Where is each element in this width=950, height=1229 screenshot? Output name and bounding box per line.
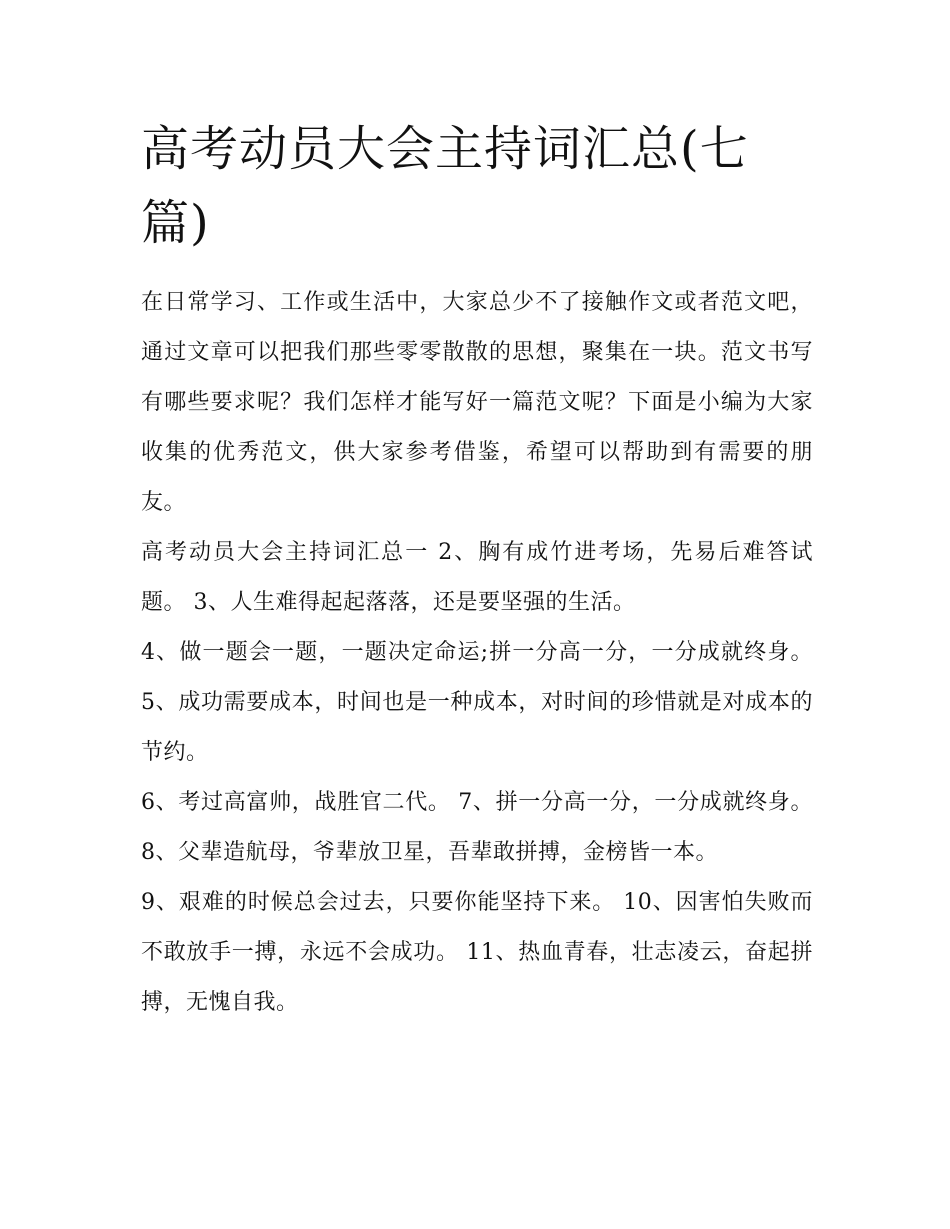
paragraph-6-8: 6、考过高富帅，战胜官二代。 7、拼一分高一分，一分成就终身。 8、父辈造航母，爷辈放卫星，吾辈敢拼搏，金榜皆一本。: [141, 790, 813, 865]
paragraph-intro: 在日常学习、工作或生活中，大家总少不了接触作文或者范文吧，通过文章可以把我们那些零零散散的思想，聚集在一块。范文书写有哪些要求呢？我们怎样才能写好一篇范文呢？下面是小编为大家收集的优秀范文，供大家参考借鉴，希望可以帮助到有需要的朋友。: [141, 290, 813, 515]
paragraph-9-11: 9、艰难的时候总会过去，只要你能坚持下来。 10、因害怕失败而不敢放手一搏，永远不会成功。 11、热血青春，壮志凌云，奋起拼搏，无愧自我。: [141, 890, 813, 1015]
paragraph-2-3: 高考动员大会主持词汇总一 2、胸有成竹进考场，先易后难答试题。 3、人生难得起起落落，还是要坚强的生活。: [141, 540, 813, 615]
document-page: [141, 112, 813, 1028]
document-title: 高考动员大会主持词汇总(七篇): [141, 121, 749, 251]
paragraph-4-5: 4、做一题会一题，一题决定命运;拼一分高一分，一分成就终身。 5、成功需要成本，时间也是一种成本，对时间的珍惜就是对成本的节约。: [141, 640, 813, 765]
